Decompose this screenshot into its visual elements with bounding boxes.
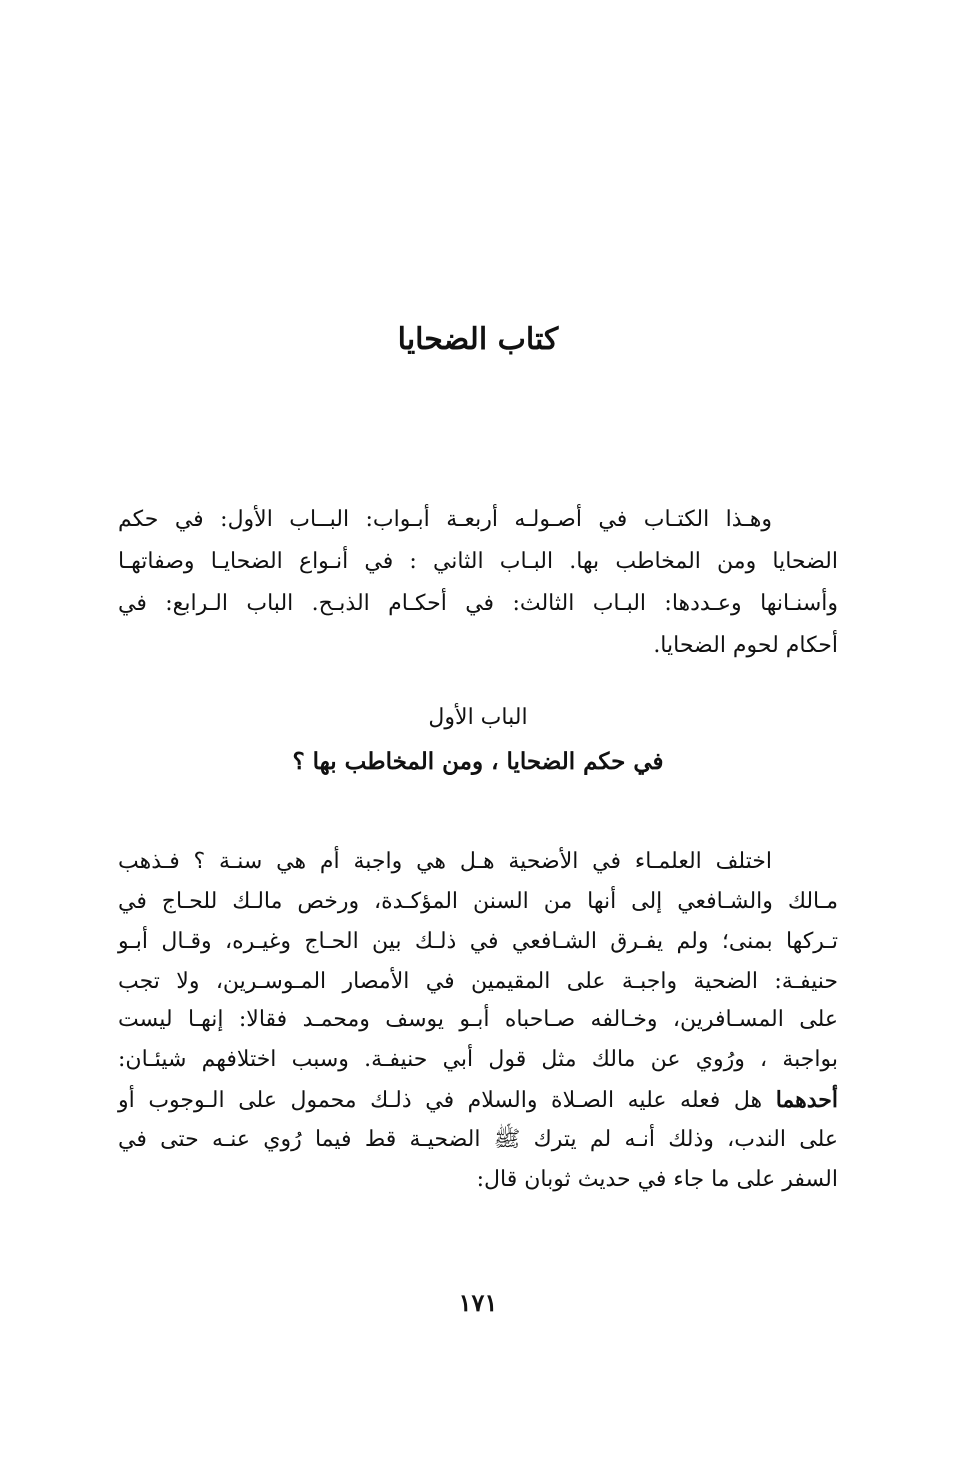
body-line: اختلف العلمـاء في الأضحية هـل هي واجبة أم هي سنـة ؟ فـذهب — [118, 849, 772, 874]
body-line: السفر على ما جاء في حديث ثوبان قال: — [476, 1167, 838, 1192]
body-line: على الندب، وذلك أنـه لم يترك ﷺ الضحيـة قط فيما رُوي عنـه حتى في — [118, 1127, 838, 1152]
body-line: تـركها بمنى؛ ولم يفـرق الشـافعي في ذلـك بين الحـاج وغيـره، وقـال أبـو — [118, 929, 838, 954]
intro-line: الضحايا ومن المخاطب بها. البـاب الثاني : في أنـواع الضحايـا وصفاتهـا — [118, 549, 838, 574]
intro-line: أحكام لحوم الضحايا. — [653, 633, 838, 658]
intro-line: وهـذا الكتـاب في أصـولـه أربعـة أبـواب: البــاب الأول: في حكم — [118, 507, 772, 532]
chapter-heading: الباب الأول — [428, 705, 528, 730]
body-line: حنيفـة: الضحية واجبـة على المقيمين في الأمصار المـوسـرين، ولا تجب — [118, 969, 838, 994]
body-line-rest: هل فعله عليه الصـلاة والسلام في ذلـك محمول على الـوجوب أو — [118, 1088, 776, 1113]
body-line: مـالك والشـافعي إلى أنها من السنن المؤكـدة، ورخص مالـك للحـاج في — [118, 889, 838, 914]
page-number: ١٧١ — [458, 1288, 498, 1317]
bold-term: أحدهما — [775, 1087, 838, 1113]
body-line: بواجبة ، ورُوي عن مالك مثل قول أبي حنيفـة. وسبب اختلافهم شيئـان: — [118, 1047, 838, 1072]
body-line-bold-lead — [118, 1083, 838, 1118]
book-title: كتاب الضحايا — [397, 322, 559, 357]
body-line: على المسـافرين، وخـالفه صـاحباه أبـو يوسف ومحمـد فقالا: إنهـا ليست — [118, 1007, 838, 1032]
intro-line: وأسنـانها وعـددها: البـاب الثالث: في أحكـام الذبـح. الباب الـرابع: في — [118, 591, 838, 616]
chapter-subheading: في حكم الضحايا ، ومن المخاطب بها ؟ — [292, 748, 664, 775]
